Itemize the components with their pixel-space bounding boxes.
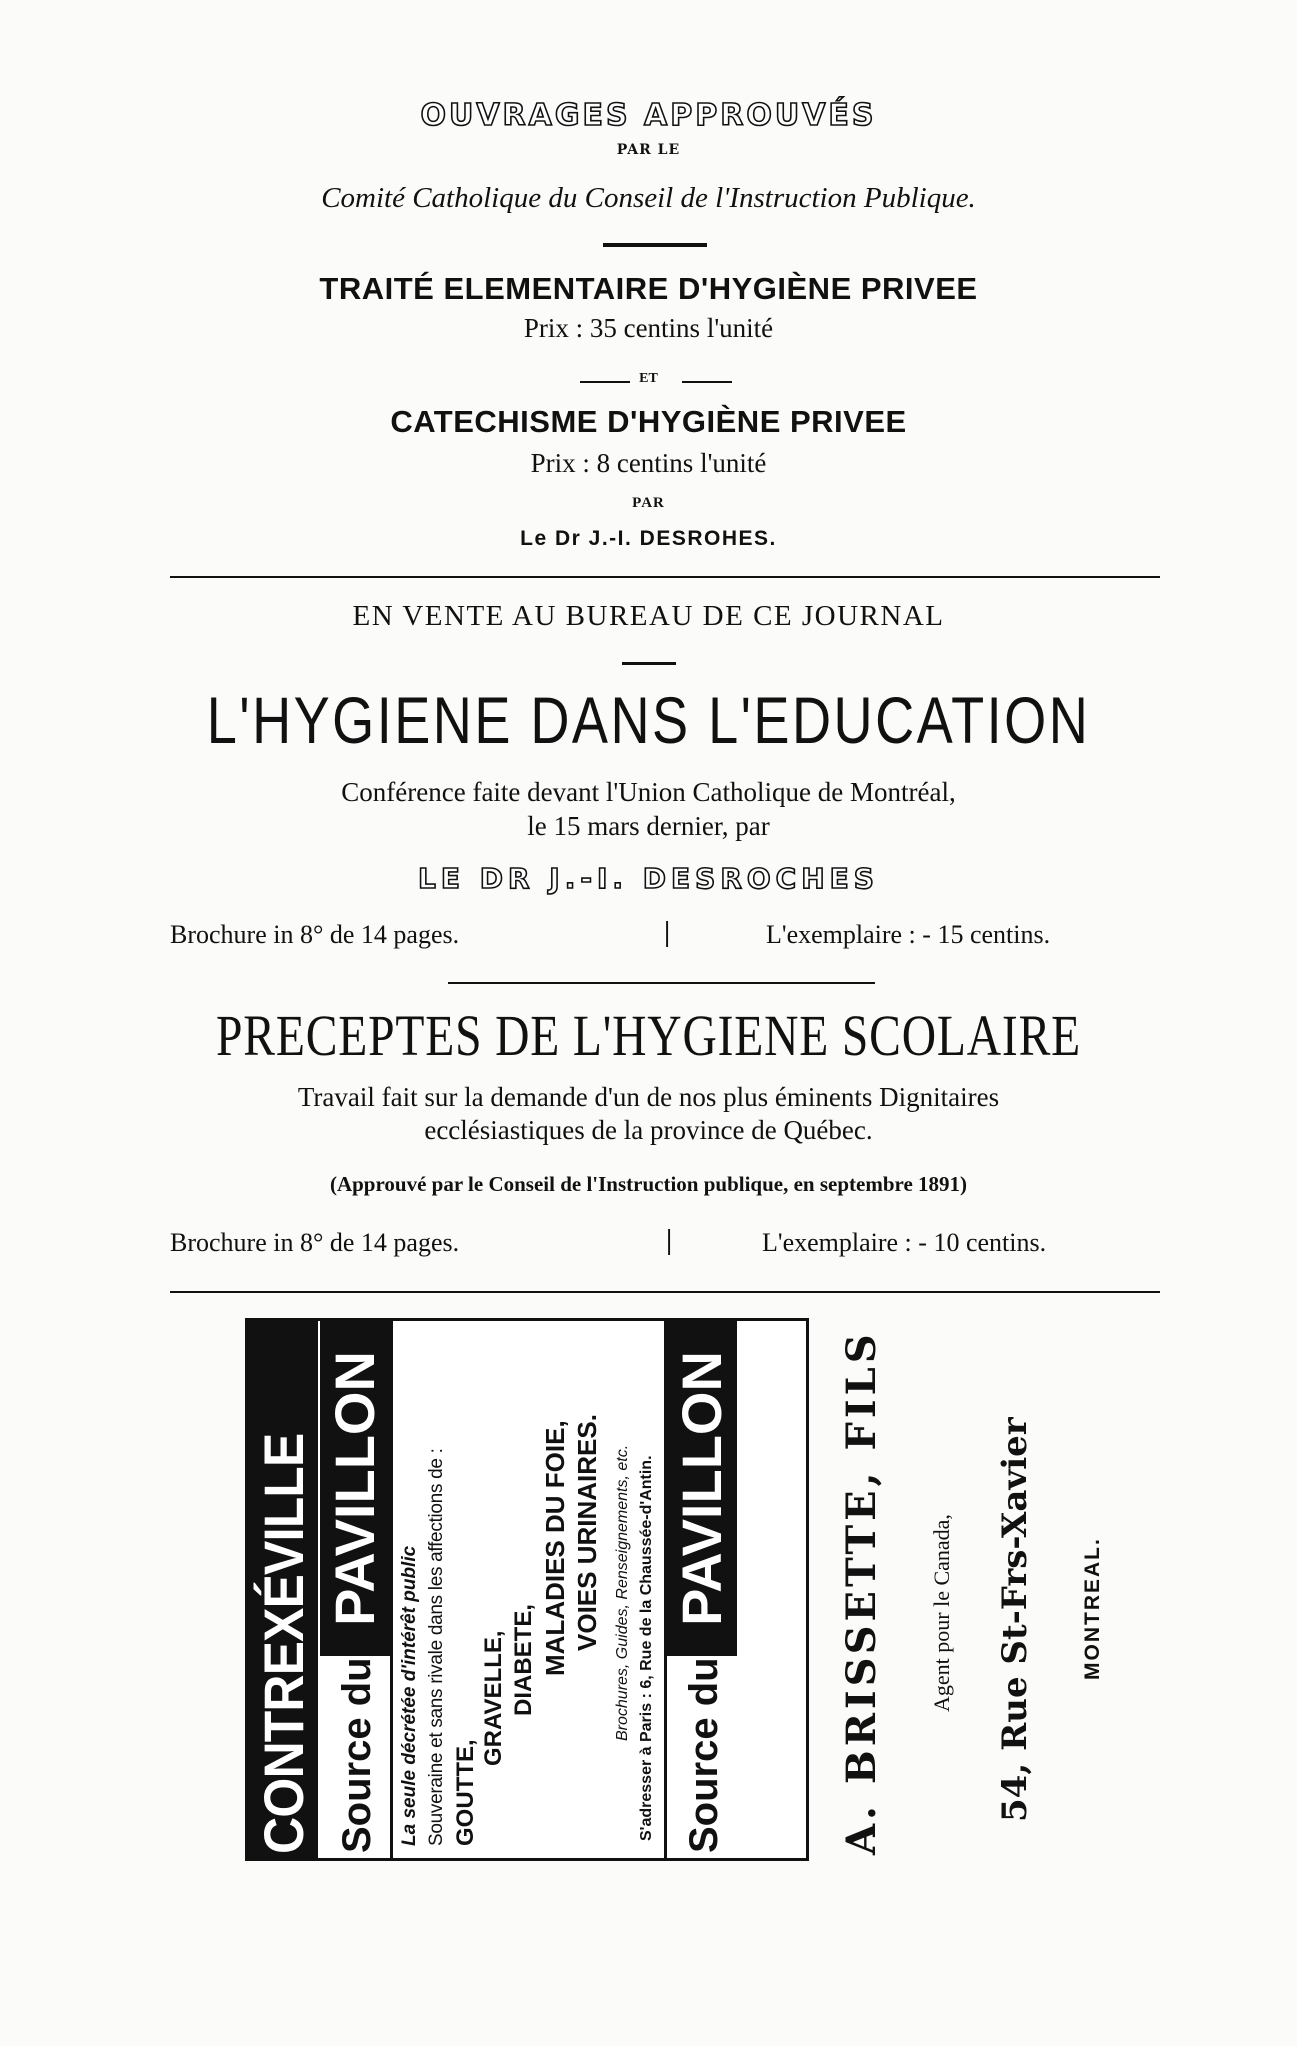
ad-line-souveraine: Souveraine et sans rivale dans les affections de : <box>426 1448 447 1846</box>
divider-short-2 <box>622 662 676 665</box>
sale-notice: EN VENTE AU BUREAU DE CE JOURNAL <box>352 600 945 632</box>
book2-par: PAR <box>632 495 665 511</box>
divider-full-1 <box>170 576 1160 578</box>
book3-price: L'exemplaire : - 15 centins. <box>766 920 1051 949</box>
ad-adresse: S'adresser à Paris : 6, Rue de la Chaussée-d'Antin. <box>638 1455 655 1841</box>
ad-pavillon: PAVILLON <box>323 1351 386 1626</box>
ad-line-interet: La seule décrétée d'intérêt public <box>399 1545 420 1846</box>
book1-price: Prix : 35 centins l'unité <box>523 313 774 343</box>
book3-title: L'HYGIENE DANS L'EDUCATION <box>206 683 1091 757</box>
divider-short-1 <box>603 243 707 247</box>
ad-source-column-1 <box>320 1321 393 1858</box>
book2-title: CATECHISME D'HYGIÈNE PRIVEE <box>390 404 907 439</box>
ad-maladies: MALADIES DU FOIE, <box>540 1420 570 1676</box>
header-title: OUVRAGES APPROUVÉS <box>420 98 877 133</box>
book4-approval: (Approuvé par le Conseil de l'Instruction publique, en septembre 1891) <box>329 1172 968 1196</box>
book3-author: LE DR J.-I. DESROCHES <box>418 862 879 895</box>
divider-full-2 <box>170 1291 1160 1293</box>
header-committee: Comité Catholique du Conseil de l'Instruction Publique. <box>321 182 976 214</box>
header-par-le: PAR LE <box>616 142 681 158</box>
ad-voies: VOIES URINAIRES. <box>572 1414 602 1651</box>
ad-agent-role: Agent pour le Canada, <box>929 1514 954 1712</box>
ad-source-2: Source du <box>682 1657 726 1853</box>
book4-format: Brochure in 8° de 14 pages. <box>170 1228 460 1257</box>
ad-source: Source du <box>335 1657 379 1853</box>
ad-brand-column <box>248 1321 318 1858</box>
ad-diabete: DIABETE, <box>510 1603 537 1716</box>
ad-pavillon-2: PAVILLON <box>670 1351 733 1626</box>
book4-separator: | <box>666 1225 673 1256</box>
book4-title: PRECEPTES DE L'HYGIENE SCOLAIRE <box>216 1003 1081 1068</box>
book4-desc-2: ecclésiastiques de la province de Québec. <box>424 1115 873 1145</box>
book3-separator: | <box>664 917 671 948</box>
ad-agent-name: A. BRISSETTE, FILS <box>838 1330 885 1855</box>
book1-title: TRAITÉ ELEMENTAIRE D'HYGIÈNE PRIVEE <box>319 271 978 306</box>
ad-goutte: GOUTTE, <box>452 1739 479 1846</box>
book2-author: Le Dr J.-I. DESROHES. <box>520 527 777 550</box>
et-line-right <box>682 381 732 383</box>
ad-brand: CONTREXÉVILLE <box>252 1433 315 1854</box>
ad-source-column-2 <box>664 1321 737 1858</box>
book3-desc-2: le 15 mars dernier, par <box>527 811 770 841</box>
book4-price: L'exemplaire : - 10 centins. <box>762 1228 1047 1257</box>
ad-brochures: Brochures, Guides, Renseignements, etc. <box>614 1444 631 1741</box>
ad-agent-address: 54, Rue St-Frs-Xavier <box>995 1417 1035 1822</box>
ad-agent-city: MONTREAL. <box>1081 1537 1104 1680</box>
book2-price: Prix : 8 centins l'unité <box>530 448 767 478</box>
ad-box <box>245 1318 809 1861</box>
book4-desc-1: Travail fait sur la demande d'un de nos plus éminents Dignitaires <box>297 1082 1000 1112</box>
ad-gravelle: GRAVELLE, <box>480 1630 507 1766</box>
divider-medium-1 <box>448 982 875 984</box>
book3-desc-1: Conférence faite devant l'Union Catholique de Montréal, <box>341 777 956 807</box>
book3-format: Brochure in 8° de 14 pages. <box>170 920 460 949</box>
et-label: ET <box>639 371 658 386</box>
